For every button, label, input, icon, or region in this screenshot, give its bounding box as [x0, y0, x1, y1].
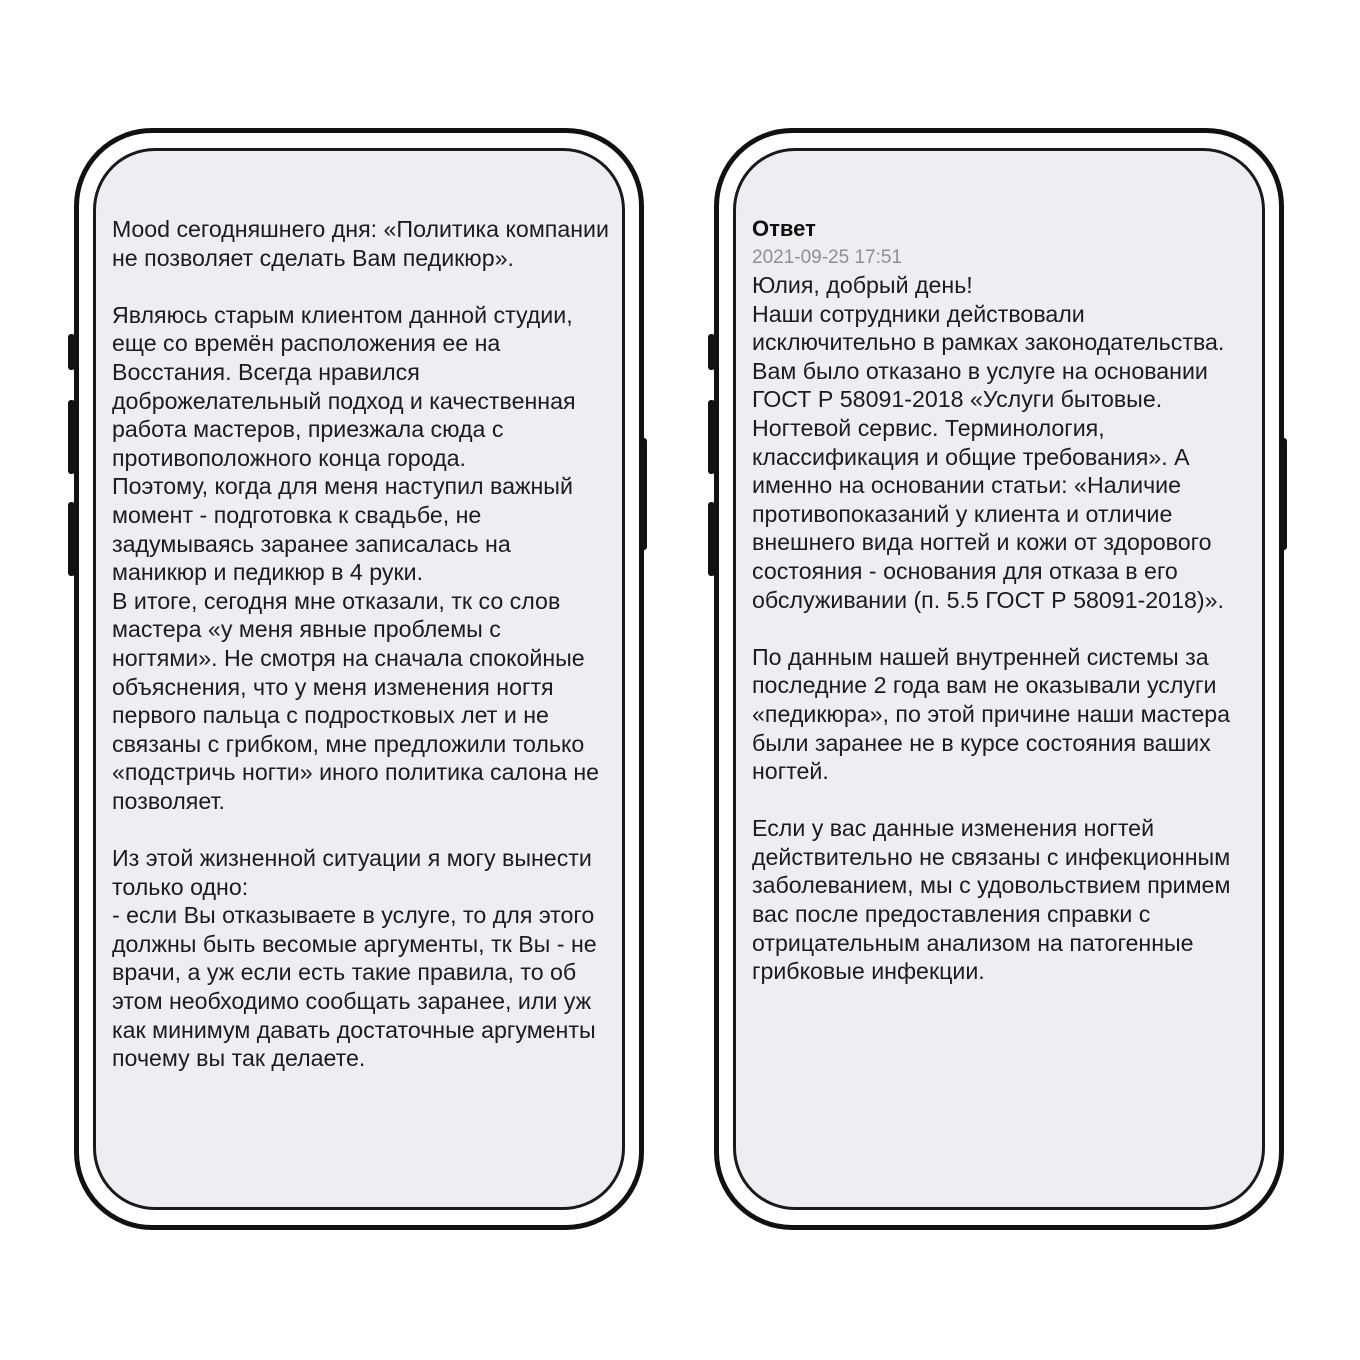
- reply-title: Ответ: [752, 216, 816, 241]
- reply-text: Юлия, добрый день! Наши сотрудники действовали исключительно в рамках законодательства. Вам было отказано в услуге на основании ГОСТ Р 58091-2018 «Услуги бытовые. Ногтевой сервис. Терминология, классификация и общие требования». А именно на основании статьи: «Наличие противопоказаний у клиента и отличие внешнего вида ногтей и кожи от здорового состояния - основания для отказа в его обслуживании (п. 5.5 ГОСТ Р 58091-2018)». По данным нашей внутренней системы за последние 2 года вам не оказывали услуги «педикюра», по этой причине наши мастера были заранее не в курсе состояния ваших ногтей. Если у вас данные изменения ногтей действительно не связаны с инфекционным заболеванием, мы с удовольствием примем вас после предоставления справки с отрицательным анализом на патогенные грибковые инфекции.: [752, 272, 1231, 985]
- review-screen: [93, 148, 625, 1210]
- reply-date: 2021-09-25 17:51: [752, 247, 903, 268]
- reply-header: [752, 215, 1252, 273]
- reply-screen: [733, 148, 1265, 1210]
- review-text: Mood сегодняшнего дня: «Политика компании не позволяет сделать Вам педикюр». Являюсь старым клиентом данной студии, еще со времён расположения ее на Восстания. Всегда нравился доброжелательный подход и качественная работа мастеров, приезжала сюда с противоположного конца города. Поэтому, когда для меня наступил важный момент - подготовка к свадьбе, не задумываясь заранее записалась на маникюр и педикюр в 4 руки. В итоге, сегодня мне отказали, тк со слов мастера «у меня явные проблемы с ногтями». Не смотря на сначала спокойные объяснения, что у меня изменения ногтя первого пальца с подростковых лет и не связаны с грибком, мне предложили только «подстричь ногти» иного политика салона не позволяет. Из этой жизненной ситуации я могу вынести только одно: - если Вы отказываете в услуге, то для этого должны быть весомые аргументы, тк Вы - не врачи, а уж если есть такие правила, то об этом необходимо сообщать заранее, или уж как минимум давать достаточные аргументы почему вы так делаете.: [112, 216, 609, 1072]
- phone-reply: [714, 128, 1284, 1230]
- phone-review: [74, 128, 644, 1230]
